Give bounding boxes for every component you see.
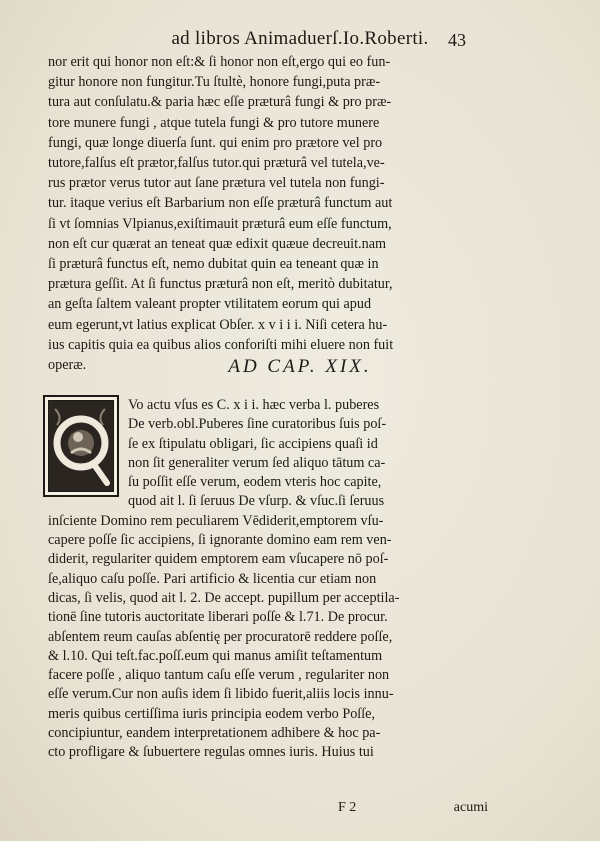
- page-footer: [48, 800, 488, 820]
- text-line: eſſe verum.Cur non auſis idem ſi libido fuerit,aliis locis innu-: [48, 686, 394, 703]
- text-line: tura aut conſulatu.& paria hæc eſſe præturâ fungi & pro præ-: [48, 94, 392, 111]
- text-line: gitur honore non fungitur.Tu ſtultè, honore fungi,puta præ-: [48, 74, 381, 91]
- catchword: acumi: [453, 800, 488, 815]
- text-line: facere poſſe , aliquo tantum caſu eſſe verum , regulariter non: [48, 667, 390, 684]
- chapter-heading: AD CAP. XIX.: [228, 356, 372, 377]
- text-line: ius capitis quia ea quibus alios conforiſti mihi eluere non fuit: [48, 336, 394, 353]
- text-line: tore munere fungi , atque tutela fungi & pro tutore munere: [48, 114, 380, 131]
- text-line: quod ait l. ſi ſeruus De vſurp. & vſuc.ſi ſeruus: [128, 493, 385, 510]
- text-line: cto profligare & ſubuertere regulas omnes iuris. Huius tui: [48, 744, 374, 761]
- text-line: inſciente Domino rem peculiarem Vēdiderit,emptorem vſu-: [48, 512, 384, 529]
- text-line: prætura geſſit. At ſi functus præturâ non eſt, meritò dubitatur,: [48, 276, 393, 293]
- text-line: nor erit qui honor non eſt:& ſi honor non eſt,ergo qui eo fun-: [48, 54, 391, 70]
- text-line: eum egerunt,vt latius explicat Obſer. x v i i i. Niſi cetera hu-: [48, 316, 388, 333]
- text-line: tur. itaque verius eſt Barbarium non eſſe præturâ functum aut: [48, 195, 393, 212]
- page-number: 43: [448, 30, 466, 50]
- text-line: dicas, ſi velis, quod ait l. 2. De accept. pupillum per acceptila-: [48, 589, 400, 606]
- text-line: tutore,falſus eſt prætor,falſus tutor.qui præturâ vel tutela,ve-: [48, 155, 385, 172]
- text-line: Vo actu vſus es C. x i i. hæc verba l. puberes: [128, 397, 380, 413]
- text-line: concipiuntur, eandem interpretationem adhibere & hoc pa-: [48, 725, 381, 742]
- paragraph-1: [48, 52, 488, 375]
- text-line: non ſit generaliter verum ſed aliquo tātum ca-: [128, 454, 386, 471]
- text-line: ſi præturâ functus eſt, nemo dubitat quin ea teneant quæ in: [48, 256, 379, 273]
- text-line: ſi vt ſomnias Vlpianus,exiſtimauit præturâ eum eſſe functum,: [48, 215, 392, 232]
- text-line: ſu poſſit eſſe verum, eodem vteris hoc capite,: [128, 474, 382, 491]
- text-line: meris quibus certiſſima iuris principia eodem verbo Poſſe,: [48, 705, 376, 722]
- text-line: an geſta ſaltem valeant propter vtilitatem eorum qui apud: [48, 296, 372, 313]
- signature-mark: F 2: [338, 800, 357, 815]
- text-line: tionē ſine tutoris auctoritate liberari poſſe & l.71. De procur.: [48, 609, 388, 626]
- text-line: ſe,aliquo caſu poſſe. Pari artificio & licentia cur etiam non: [48, 570, 377, 587]
- text-line: ſe ex ſtipulatu obligari, ſic accipiens quaſi id: [128, 435, 378, 452]
- text-line: abſentem reum cauſas abſentię per procuratorē reddere poſſe,: [48, 628, 393, 645]
- text-line: operæ.: [48, 357, 87, 374]
- text-line: capere poſſe ſic accipiens, ſi ignorante domino eam rem ven-: [48, 532, 392, 549]
- paragraph-2: [48, 396, 488, 763]
- text-line: fungi, quæ longe diuerſa ſunt. qui enim pro prætore vel pro: [48, 134, 383, 151]
- text-line: rus prætor verus tutor aut ſane prætura vel tutela non fungi-: [48, 175, 385, 192]
- running-head: ad libros Animaduerſ.Io.Roberti.: [171, 28, 429, 49]
- text-line: De verb.obl.Puberes ſine curatoribus ſuis poſ-: [128, 416, 387, 433]
- text-line: non eſt cur quærat an teneat quæ edixit quæue decreuit.nam: [48, 235, 387, 252]
- text-line: diderit, regulariter quidem emptorem eam vſucapere nō poſ-: [48, 551, 389, 568]
- text-line: & l.10. Qui teſt.fac.poſſ.eum qui manus amiſit teſtamentum: [48, 647, 383, 664]
